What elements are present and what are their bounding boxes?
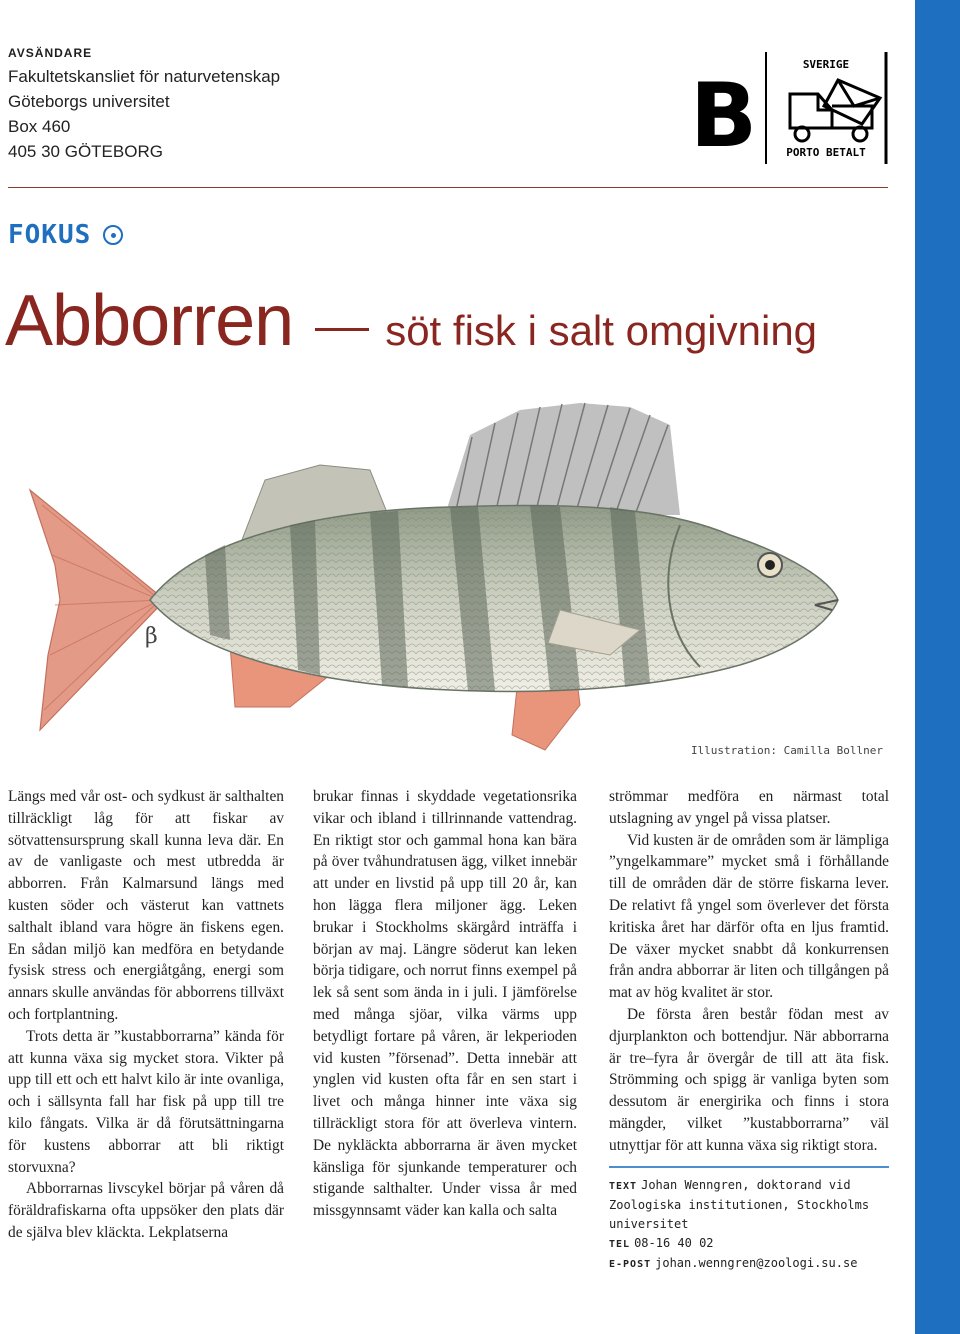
- tail-fin: [30, 490, 165, 730]
- byline-author-value: Johan Wenngren, doktorand vid Zoologiska institutionen, Stockholms universitet: [609, 1178, 870, 1231]
- author-byline: [609, 1166, 889, 1274]
- sender-line: Box 460: [8, 117, 71, 136]
- dorsal-fin-spiny: [445, 403, 680, 515]
- sender-label: AVSÄNDARE: [8, 46, 93, 60]
- article-column-2: [313, 786, 577, 1222]
- paragraph: Trots detta är ”kustabborrarna” kända för att kunna växa sig mycket stora. Vikter på upp till ett och ett halvt kilo är inte ovanliga, och i sällsynta fall har fisk på upp till tre kilo fångats. Vilka är då förutsättningarna för kustens abborrar att bli riktigt storvuxna?: [8, 1027, 284, 1176]
- byline-phone: [609, 1234, 889, 1254]
- byline-email: [609, 1254, 889, 1274]
- byline-tel-value: 08-16 40 02: [634, 1236, 714, 1250]
- byline-email-label: E-POST: [609, 1259, 652, 1270]
- header-rule: [8, 187, 888, 188]
- article-column-1: [8, 786, 284, 1244]
- target-icon: [103, 225, 123, 245]
- headline: [5, 280, 817, 362]
- sender-line: 405 30 GÖTEBORG: [8, 142, 163, 161]
- byline-email-link[interactable]: johan.wenngren@zoologi.su.se: [655, 1256, 858, 1270]
- side-color-bar: [915, 0, 960, 1334]
- article-column-3: [609, 786, 889, 1157]
- section-label: [8, 220, 123, 250]
- sender-line: Göteborgs universitet: [8, 92, 170, 111]
- mail-truck-icon: [790, 80, 880, 141]
- paragraph: Vid kusten är de områden som är lämpliga ”yngelkammare” mycket små i förhållande till de områden där de större fiskarna lever. De relativt få yngel som överlever det första kritiska året har därför ofta en ljus framtid. De växer mycket snabbt då konkurrensen från andra abborrar är liten och tillgången på mat av hög kvalitet är stor.: [609, 831, 889, 1002]
- headline-sub: söt fisk i salt omgivning: [385, 307, 818, 354]
- perch-illustration: [0, 395, 870, 760]
- paragraph: strömmar medföra en närmast total utslagning av yngel på vissa platser.: [609, 788, 889, 827]
- paragraph: brukar finnas i skyddade vegetationsrika vikar och ibland i tillrinnande vattendrag. En riktigt stor och gammal hona kan bära på över tvåhundratusen ägg, vilket innebär att under en livstid på upp till 20 år, kan hon lägga flera miljoner ägg. Leken brukar i Stockholms skärgård inträffa i början av maj. Längre söderut kan leken börja tidigare, och norrut finns exempel på lek så sent som ända in i juli. I jämförelse med många sjöar, vilka värms upp betydligt fortare på våren, är lekperioden vid kusten ”försenad”. Detta innebär att ynglen vid kusten ofta får en sen start i livet och många hinner inte växa sig tillräckligt stora för att överleva vintern. De nykläckta abborrarna är även mycket känsliga för sjunkande temperaturer och stigande salthalter. Under vissa år med missgynnsamt väder kan kalla och salta: [313, 788, 577, 1220]
- stamp-bottom-text: PORTO BETALT: [786, 146, 866, 159]
- paragraph: Längs med vår ost- och sydkust är salthalten tillräckligt låg för att fiskar av sötvattensursprung skall kunna leva där. En av de vanligaste och mest utbredda är abborren. Från Kalmarsund längs med kusten söder och västerut kan vattnets salthalt ibland vara högre än fiskens egen. En sådan miljö kan medföra en betydande fysisk stress och energiåtgång, energi som annars skulle användas för abborrens tillväxt och fortplantning.: [8, 788, 284, 1023]
- paragraph: De första åren består födan mest av djurplankton och bottendjur. När abborrarna är tre–fyra år övergår de till att äta fisk. Strömming och spigg är vanliga byten som dessutom är energirika och finns i stora mängder, vilket ”kustabborrarna” väl utnyttjar för att kunna växa sig riktigt stora.: [609, 1005, 889, 1154]
- byline-tel-label: TEL: [609, 1239, 631, 1250]
- section-label-text: FOKUS: [8, 220, 92, 250]
- sender-line: Fakultetskansliet för naturvetenskap: [8, 67, 281, 86]
- artist-signature: β: [145, 624, 158, 649]
- headline-dash: [315, 328, 369, 331]
- headline-main: Abborren: [5, 281, 294, 361]
- illustration-credit: Illustration: Camilla Bollner: [690, 744, 883, 757]
- b-postage-mark: B: [690, 64, 758, 167]
- postage-paid-stamp: [762, 50, 890, 166]
- stamp-top-text: SVERIGE: [802, 58, 850, 71]
- paragraph: Abborrarnas livscykel börjar på våren då föräldrafiskarna ofta uppsöker den plats där de själva blev kläckta. Lekplatserna: [8, 1180, 284, 1241]
- sender-block: [8, 46, 280, 164]
- byline-text-label: TEXT: [609, 1181, 638, 1192]
- byline-author: [609, 1176, 889, 1234]
